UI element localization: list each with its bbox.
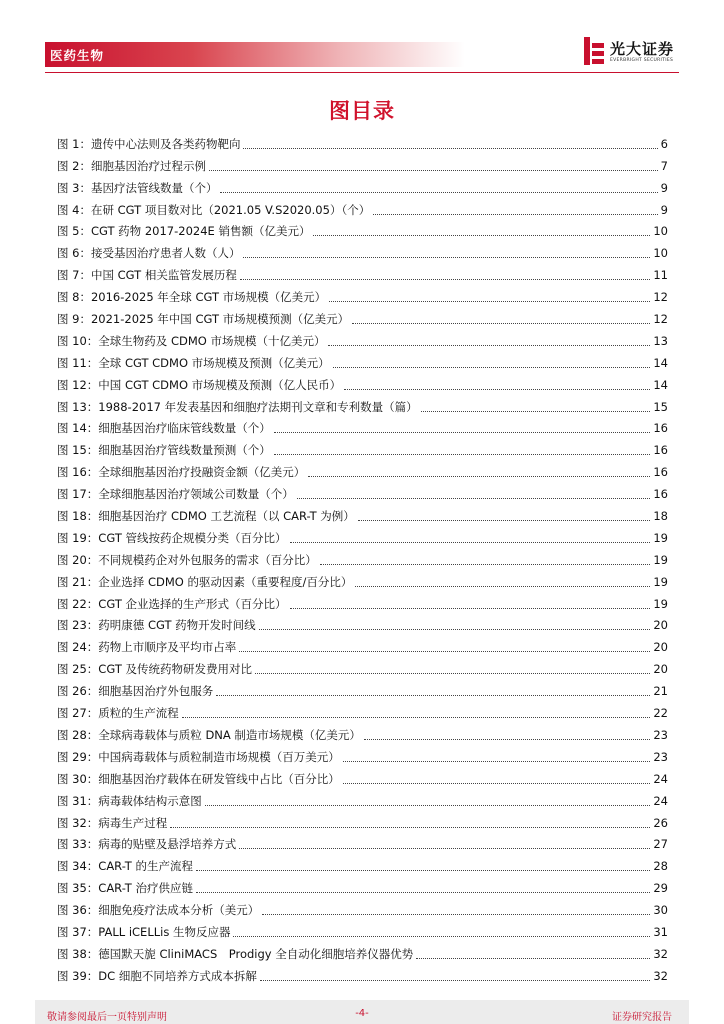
toc-entry-page: 30 <box>653 903 668 918</box>
toc-entry-label: 图 25：CGT 及传统药物研发费用对比 <box>57 662 252 677</box>
toc-entry-page: 7 <box>660 158 668 173</box>
toc-dot-leader <box>220 192 657 193</box>
toc-dot-leader <box>343 761 651 762</box>
toc-dot-leader <box>343 783 651 784</box>
toc-entry-label: 图 23：药明康德 CGT 药物开发时间线 <box>57 618 256 633</box>
toc-entry[interactable] <box>57 962 668 984</box>
toc-dot-leader <box>290 608 651 609</box>
toc-entry-label: 图 37：PALL iCELLis 生物反应器 <box>57 924 231 939</box>
toc-entry[interactable] <box>57 699 668 721</box>
toc-entry[interactable] <box>57 809 668 831</box>
toc-entry-label: 图 29：中国病毒载体与质粒制造市场规模（百万美元） <box>57 749 340 764</box>
toc-entry[interactable] <box>57 174 668 196</box>
toc-entry[interactable] <box>57 196 668 218</box>
toc-dot-leader <box>290 542 651 543</box>
toc-entry[interactable] <box>57 239 668 261</box>
toc-entry-label: 图 33：病毒的贴壁及悬浮培养方式 <box>57 837 237 852</box>
toc-entry-label: 图 32：病毒生产过程 <box>57 815 168 830</box>
header-band <box>45 42 465 67</box>
toc-entry[interactable] <box>57 590 668 612</box>
toc-entry[interactable] <box>57 874 668 896</box>
toc-entry-page: 12 <box>653 312 668 327</box>
toc-entry[interactable] <box>57 305 668 327</box>
toc-dot-leader <box>358 520 651 521</box>
toc-entry-page: 32 <box>653 968 668 983</box>
toc-entry-page: 19 <box>653 596 668 611</box>
toc-entry-label: 图 34：CAR-T 的生产流程 <box>57 859 193 874</box>
toc-entry[interactable] <box>57 633 668 655</box>
toc-entry[interactable] <box>57 546 668 568</box>
toc-dot-leader <box>313 235 650 236</box>
toc-dot-leader <box>239 651 650 652</box>
toc-entry-label: 图 12：中国 CGT CDMO 市场规模及预测（亿人民币） <box>57 377 342 392</box>
toc-entry-page: 32 <box>653 946 668 961</box>
logo-text-en: EVERBRIGHT SECURITIES <box>610 58 674 63</box>
toc-entry-label: 图 28：全球病毒载体与质粒 DNA 制造市场规模（亿美元） <box>57 727 361 742</box>
toc-entry-label: 图 7：中国 CGT 相关监管发展历程 <box>57 268 237 283</box>
toc-entry[interactable] <box>57 743 668 765</box>
toc-entry-label: 图 35：CAR-T 治疗供应链 <box>57 881 193 896</box>
section-label: 医药生物 <box>50 48 105 63</box>
toc-entry-label: 图 19：CGT 管线按药企规模分类（百分比） <box>57 530 287 545</box>
toc-dot-leader <box>240 279 651 280</box>
toc-entry[interactable] <box>57 896 668 918</box>
figure-index-list <box>57 130 668 984</box>
toc-dot-leader <box>170 827 650 828</box>
toc-entry-page: 29 <box>653 881 668 896</box>
toc-entry-label: 图 39：DC 细胞不同培养方式成本拆解 <box>57 968 257 983</box>
toc-entry[interactable] <box>57 371 668 393</box>
toc-dot-leader <box>233 936 650 937</box>
toc-entry[interactable] <box>57 218 668 240</box>
toc-entry-page: 16 <box>653 421 668 436</box>
toc-entry-page: 16 <box>653 487 668 502</box>
header-divider <box>45 72 679 73</box>
toc-dot-leader <box>328 345 650 346</box>
page-number: -4- <box>355 1008 369 1019</box>
toc-dot-leader <box>255 673 650 674</box>
toc-entry[interactable] <box>57 831 668 853</box>
toc-dot-leader <box>320 564 651 565</box>
toc-entry[interactable] <box>57 940 668 962</box>
toc-entry-page: 10 <box>653 224 668 239</box>
toc-entry[interactable] <box>57 612 668 634</box>
toc-entry-label: 图 3：基因疗法管线数量（个） <box>57 180 218 195</box>
toc-entry[interactable] <box>57 568 668 590</box>
toc-entry-label: 图 9：2021-2025 年中国 CGT 市场规模预测（亿美元） <box>57 312 350 327</box>
toc-entry[interactable] <box>57 327 668 349</box>
toc-entry-page: 24 <box>653 793 668 808</box>
toc-entry-page: 28 <box>653 859 668 874</box>
toc-entry-page: 14 <box>653 355 668 370</box>
toc-entry-page: 18 <box>653 509 668 524</box>
toc-dot-leader <box>274 432 651 433</box>
toc-entry[interactable] <box>57 721 668 743</box>
toc-entry-page: 24 <box>653 771 668 786</box>
footer-disclaimer: 敬请参阅最后一页特别声明 <box>47 1012 167 1023</box>
toc-entry-page: 19 <box>653 530 668 545</box>
toc-entry-label: 图 22：CGT 企业选择的生产形式（百分比） <box>57 596 287 611</box>
toc-entry[interactable] <box>57 349 668 371</box>
toc-entry-label: 图 36：细胞免疫疗法成本分析（美元） <box>57 903 260 918</box>
toc-entry-page: 13 <box>653 333 668 348</box>
toc-entry[interactable] <box>57 130 668 152</box>
toc-dot-leader <box>216 695 650 696</box>
toc-entry-label: 图 15：细胞基因治疗管线数量预测（个） <box>57 443 271 458</box>
toc-dot-leader <box>196 892 650 893</box>
toc-entry-label: 图 8：2016-2025 年全球 CGT 市场规模（亿美元） <box>57 290 327 305</box>
toc-dot-leader <box>205 805 651 806</box>
toc-entry-label: 图 17：全球细胞基因治疗领域公司数量（个） <box>57 487 294 502</box>
toc-entry-page: 20 <box>653 640 668 655</box>
toc-dot-leader <box>196 870 650 871</box>
toc-entry-page: 19 <box>653 552 668 567</box>
toc-dot-leader <box>243 257 650 258</box>
toc-dot-leader <box>297 498 651 499</box>
toc-entry-page: 6 <box>660 136 668 151</box>
toc-entry-label: 图 31：病毒载体结构示意图 <box>57 793 202 808</box>
toc-entry-label: 图 20：不同规模药企对外包服务的需求（百分比） <box>57 552 317 567</box>
toc-entry-page: 20 <box>653 662 668 677</box>
toc-entry[interactable] <box>57 480 668 502</box>
toc-entry-label: 图 13：1988-2017 年发表基因和细胞疗法期刊文章和专利数量（篇） <box>57 399 418 414</box>
toc-entry[interactable] <box>57 393 668 415</box>
toc-entry[interactable] <box>57 524 668 546</box>
toc-entry[interactable] <box>57 677 668 699</box>
toc-entry-label: 图 18：细胞基因治疗 CDMO 工艺流程（以 CAR-T 为例） <box>57 509 355 524</box>
toc-entry-page: 27 <box>653 837 668 852</box>
toc-dot-leader <box>364 739 650 740</box>
toc-entry-page: 15 <box>653 399 668 414</box>
toc-entry[interactable] <box>57 765 668 787</box>
toc-entry[interactable] <box>57 502 668 524</box>
toc-entry-page: 14 <box>653 377 668 392</box>
toc-entry-label: 图 27：质粒的生产流程 <box>57 706 179 721</box>
toc-entry-label: 图 5：CGT 药物 2017-2024E 销售额（亿美元） <box>57 224 311 239</box>
company-logo <box>582 35 692 71</box>
toc-entry-label: 图 1：遗传中心法则及各类药物靶向 <box>57 136 241 151</box>
toc-dot-leader <box>259 629 651 630</box>
toc-entry-page: 11 <box>653 268 668 283</box>
toc-entry-page: 22 <box>653 706 668 721</box>
toc-entry-page: 9 <box>660 180 668 195</box>
toc-entry-page: 12 <box>653 290 668 305</box>
toc-entry-label: 图 11：全球 CGT CDMO 市场规模及预测（亿美元） <box>57 355 330 370</box>
toc-entry-label: 图 2：细胞基因治疗过程示例 <box>57 158 206 173</box>
toc-entry-page: 31 <box>653 924 668 939</box>
toc-entry[interactable] <box>57 415 668 437</box>
toc-dot-leader <box>416 958 650 959</box>
toc-entry[interactable] <box>57 261 668 283</box>
logo-text-cn: 光大证券 <box>610 40 675 58</box>
toc-entry-page: 19 <box>653 574 668 589</box>
toc-dot-leader <box>243 148 657 149</box>
everbright-logo-icon <box>582 35 606 67</box>
toc-entry-label: 图 4：在研 CGT 项目数对比（2021.05 V.S2020.05）（个） <box>57 202 371 217</box>
toc-entry-page: 20 <box>653 618 668 633</box>
footer-report-type: 证券研究报告 <box>612 1012 672 1023</box>
toc-dot-leader <box>373 214 657 215</box>
toc-dot-leader <box>352 323 650 324</box>
toc-entry-label: 图 26：细胞基因治疗外包服务 <box>57 684 214 699</box>
toc-dot-leader <box>355 586 650 587</box>
toc-entry-label: 图 14：细胞基因治疗临床管线数量（个） <box>57 421 271 436</box>
toc-dot-leader <box>260 980 651 981</box>
toc-dot-leader <box>182 717 651 718</box>
toc-dot-leader <box>239 848 650 849</box>
toc-entry[interactable] <box>57 918 668 940</box>
toc-entry-page: 10 <box>653 246 668 261</box>
toc-dot-leader <box>344 389 650 390</box>
toc-entry-label: 图 10：全球生物药及 CDMO 市场规模（十亿美元） <box>57 333 326 348</box>
toc-entry[interactable] <box>57 283 668 305</box>
toc-dot-leader <box>274 454 651 455</box>
toc-entry-page: 16 <box>653 465 668 480</box>
toc-dot-leader <box>262 914 650 915</box>
toc-dot-leader <box>308 476 650 477</box>
toc-dot-leader <box>421 411 651 412</box>
toc-entry-label: 图 16：全球细胞基因治疗投融资金额（亿美元） <box>57 465 306 480</box>
toc-entry-page: 9 <box>660 202 668 217</box>
toc-dot-leader <box>209 170 658 171</box>
toc-entry-page: 26 <box>653 815 668 830</box>
toc-entry[interactable] <box>57 152 668 174</box>
page-title: 图目录 <box>329 99 395 123</box>
toc-entry-label: 图 24：药物上市顺序及平均市占率 <box>57 640 237 655</box>
toc-entry-label: 图 30：细胞基因治疗载体在研发管线中占比（百分比） <box>57 771 340 786</box>
toc-dot-leader <box>329 301 650 302</box>
toc-entry-label: 图 21：企业选择 CDMO 的驱动因素（重要程度/百分比） <box>57 574 353 589</box>
toc-entry[interactable] <box>57 787 668 809</box>
toc-entry-label: 图 38：德国默天旎 CliniMACS Prodigy 全自动化细胞培养仪器优势 <box>57 946 414 961</box>
toc-entry-page: 23 <box>653 749 668 764</box>
toc-entry[interactable] <box>57 655 668 677</box>
toc-entry[interactable] <box>57 458 668 480</box>
toc-entry[interactable] <box>57 436 668 458</box>
toc-entry-page: 23 <box>653 727 668 742</box>
toc-entry-page: 21 <box>653 684 668 699</box>
toc-dot-leader <box>333 367 651 368</box>
toc-entry-label: 图 6：接受基因治疗患者人数（人） <box>57 246 241 261</box>
toc-entry[interactable] <box>57 852 668 874</box>
toc-entry-page: 16 <box>653 443 668 458</box>
